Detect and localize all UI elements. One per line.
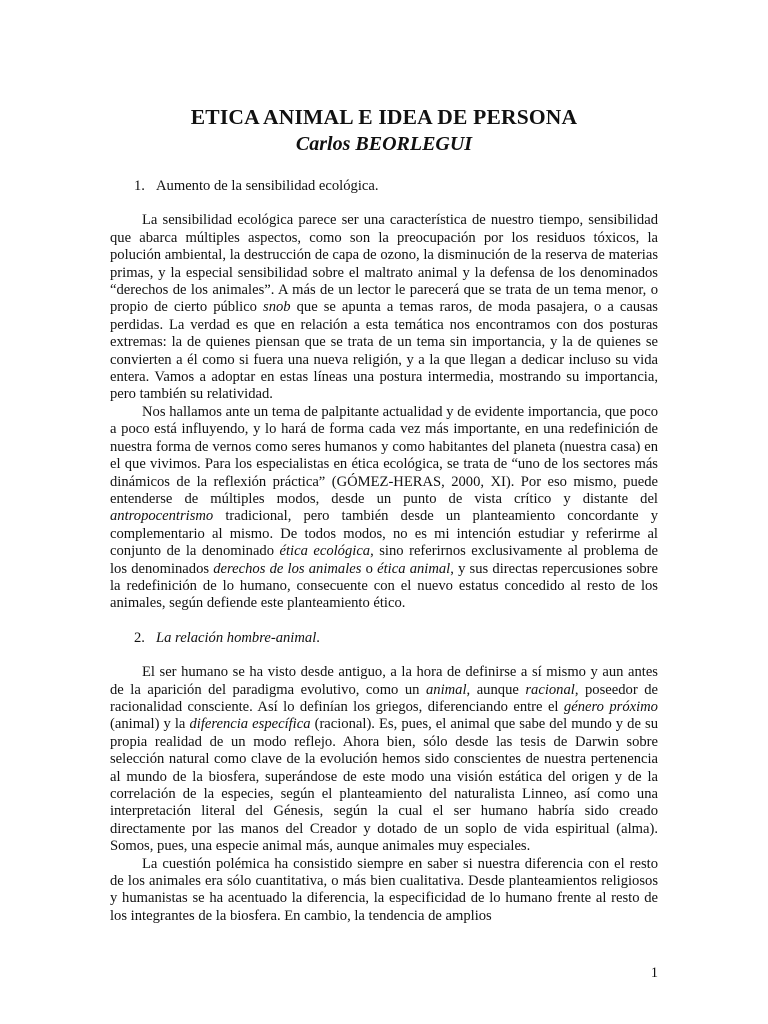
text-run: , sino referirnos exclusivamente al problema de los denominados bbox=[110, 543, 658, 577]
section-number-2: 2. bbox=[134, 629, 145, 646]
italic-run: género próximo bbox=[563, 698, 658, 715]
italic-run: ética ecológica bbox=[279, 543, 371, 560]
italic-run: derechos de los animales bbox=[213, 560, 362, 577]
section-title-2 bbox=[156, 630, 320, 647]
text-run: (animal) y la bbox=[110, 716, 190, 733]
text-run: La sensibilidad ecológica parece ser una característica de nuestro tiempo, sensibilidad que abarca múltiples aspectos, como son la preocupación por los residuos tóxicos, la polución ambiental, la destrucción de capa de ozono, la disminución de la reserva de materias primas, y la especial sensibilidad sobre el maltrato animal y la defensa de los denominados “derechos de los animales”. A más de un lector le parecerá que se trata de un tema menor, o propio de cierto público bbox=[110, 212, 658, 316]
italic-run: animal bbox=[425, 681, 467, 698]
section-heading-2 bbox=[134, 630, 658, 647]
italic-run: snob bbox=[263, 299, 291, 316]
text-run: tradicional, pero también desde un planteamiento concordante y complementario al mismo. De todos modos, no es mi intención estudiar y referirme al conjunto de la denominado bbox=[110, 508, 658, 560]
text-run: (racional). Es, pues, el animal que sabe del mundo y de su propia realidad de un modo reflejo. Ahora bien, sólo desde las tesis de Darwin sobre selección natural como clave de la evolución hemos sido conscientes de nuestra pertenencia al mundo de la biosfera, superándose de este modo una visión estática del origen y de la correlación de la especies, según el planteamiento del naturalista Linneo, así como una interpretación literal del Génesis, según la cual el ser humano habría sido creado directamente por las manos del Creador y dotado de un soplo de vida espiritual (alma). Somos, pues, una especie animal más, aunque animales muy especiales. bbox=[110, 716, 658, 855]
paragraph-2 bbox=[110, 404, 658, 613]
text-run: La cuestión polémica ha consistido siempre en saber si nuestra diferencia con el resto de los animales era sólo cuantitativa, o más bien cualitativa. Desde planteamientos religiosos y humanistas se ha acentuado la diferencia, la especificidad de lo humano frente al resto de los integrantes de la biosfera. En cambio, la tendencia de amplios bbox=[110, 855, 658, 924]
paragraph-3 bbox=[110, 664, 658, 855]
document-author: Carlos BEORLEGUI bbox=[295, 133, 473, 155]
paragraph-1 bbox=[110, 212, 658, 403]
text-run: , aunque bbox=[466, 681, 526, 698]
section-heading-1 bbox=[134, 178, 658, 195]
text-run: que se apunta a temas raros, de moda pasajera, o a causas perdidas. La verdad es que en relación a esta temática nos encontramos con dos posturas extremas: la de quienes piensan que se trata de un tema sin importancia, y la de quienes se convierten a él como si fuera una nueva religión, y a la que llegan a dedicar incluso su vida entera. Vamos a adoptar en estas líneas una postura intermedia, mostrando su importancia, pero también su relatividad. bbox=[110, 299, 658, 403]
italic-run: ética animal bbox=[377, 560, 451, 577]
text-run: Nos hallamos ante un tema de palpitante actualidad y de evidente importancia, que poco a poco está influyendo, y lo hará de forma cada vez más importante, en una redefinición de nuestra forma de vernos como seres humanos y como habitantes del planeta (nuestra casa) en el que vivimos. Para los especialistas en ética ecológica, se trata de “uno de los sectores más dinámicos de la reflexión práctica” (GÓMEZ-HERAS, 2000, XI). Por eso mismo, puede entenderse de múltiples modos, desde un punto de vista crítico y distante del bbox=[110, 403, 658, 507]
text-run: , y sus directas repercusiones sobre la redefinición de lo humano, consecuente con el nuevo estatus concedido al resto de los animales, según defiende este planteamiento ético. bbox=[110, 560, 658, 612]
italic-run: antropocentrismo bbox=[110, 508, 214, 525]
page-number: 1 bbox=[650, 965, 658, 981]
section-title-1: Aumento de la sensibilidad ecológica. bbox=[156, 178, 379, 194]
text-run: . bbox=[316, 629, 320, 646]
italic-run: racional bbox=[525, 681, 575, 698]
italic-run: diferencia específica bbox=[189, 716, 311, 733]
text-run: o bbox=[361, 560, 378, 577]
text-run: , poseedor de racionalidad consciente. Así lo definían los griegos, diferenciando entre el bbox=[110, 681, 658, 715]
document-body bbox=[110, 178, 658, 925]
text-run: El ser humano se ha visto desde antiguo, a la hora de definirse a sí mismo y aun antes de la aparición del paradigma evolutivo, como un bbox=[110, 664, 658, 698]
section-number-1: 1. bbox=[134, 178, 145, 194]
italic-run: La relación hombre-animal bbox=[156, 629, 317, 646]
document-title: ETICA ANIMAL E IDEA DE PERSONA bbox=[190, 105, 578, 129]
paragraph-4 bbox=[110, 856, 658, 926]
